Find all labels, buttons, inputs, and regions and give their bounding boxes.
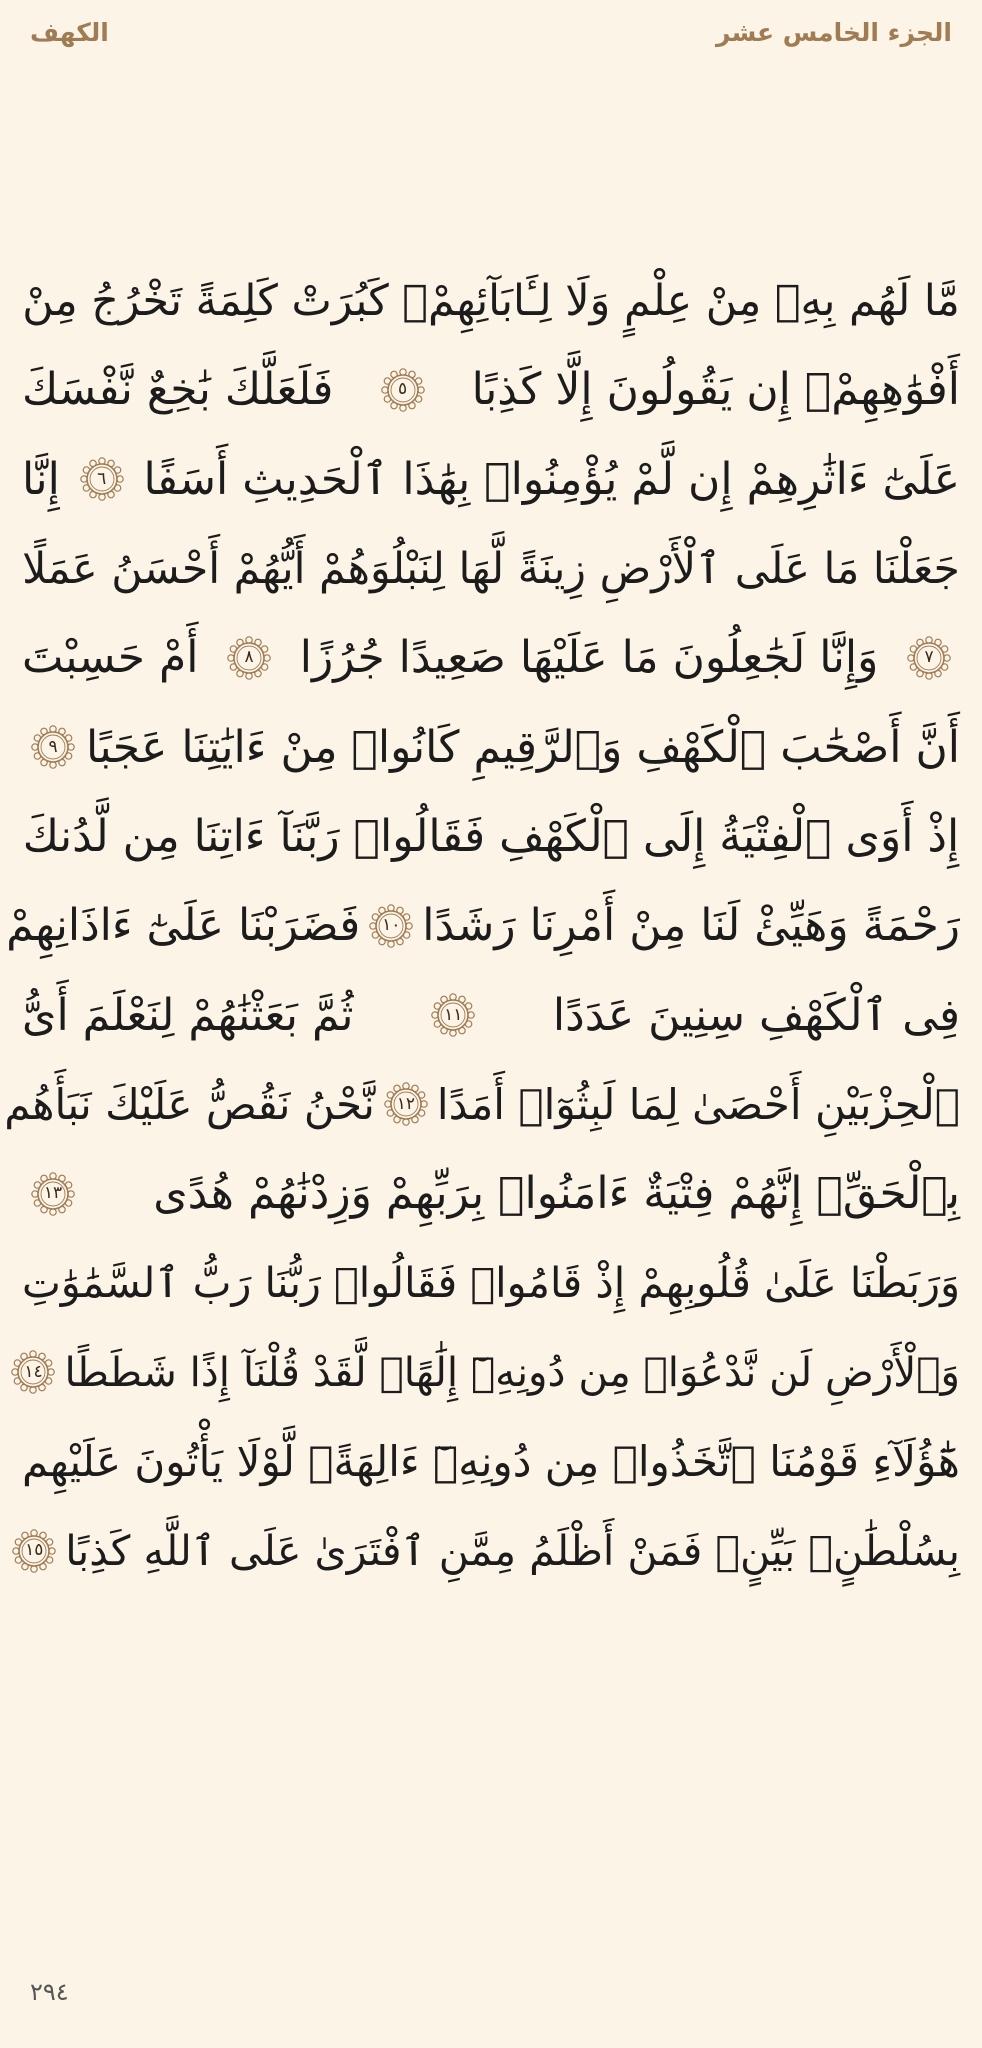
quran-line [6,881,960,970]
ayah-number: ٩ [48,736,58,757]
quran-line [22,970,960,1059]
page-header [30,12,952,52]
ayah-end-marker [430,992,476,1038]
ayah-number: ٥ [397,379,408,400]
verse-text: ثُمَّ بَعَثْنَٰهُمْ لِنَعْلَمَ أَىُّ [22,989,354,1041]
ayah-end-marker [906,635,952,681]
verse-text: وَٱلْأَرْضِ لَن نَّدْعُوَا۟ مِن دُونِهِۦٓ إِلَٰهًاۖ لَّقَدْ قُلْنَآ إِذًا شَطَطًا [64,1348,960,1396]
ayah-number: ٦ [97,468,107,489]
ayah-number: ١٠ [382,915,401,936]
ayah-end-marker [368,903,414,949]
quran-line [22,345,960,434]
quran-line [22,524,960,613]
ayah-end-marker [30,724,76,770]
page-number: ٢٩٤ [30,1978,69,2006]
ayah-end-marker [380,367,426,413]
quran-line [22,1328,960,1417]
verse-text: بِٱلْحَقِّۚ إِنَّهُمْ فِتْيَةٌ ءَامَنُوا۟ بِرَبِّهِمْ وَزِدْنَٰهُمْ هُدًى [153,1168,960,1220]
verse-text: عَلَىٰٓ ءَاثَٰرِهِمْ إِن لَّمْ يُؤْمِنُوا۟ بِهَٰذَا ٱلْحَدِيثِ أَسَفًا [143,453,960,505]
verse-text: وَإِنَّا لَجَٰعِلُونَ مَا عَلَيْهَا صَعِيدًا جُرُزًا [299,632,879,684]
quran-line [22,256,960,345]
ayah-number: ١٤ [24,1361,43,1382]
quran-text-block [4,256,961,1595]
verse-text: وَرَبَطْنَا عَلَىٰ قُلُوبِهِمْ إِذْ قَامُوا۟ فَقَالُوا۟ رَبُّنَا رَبُّ ٱلسَّمَٰوَٰتِ [21,1258,961,1307]
surah-name: الكهف [30,17,109,47]
verse-text: إِذْ أَوَى ٱلْفِتْيَةُ إِلَى ٱلْكَهْفِ فَقَالُوا۟ رَبَّنَآ ءَاتِنَا مِن لَّدُنكَ [22,810,960,862]
verse-text: نَّحْنُ نَقُصُّ عَلَيْكَ نَبَأَهُم [4,1079,375,1129]
quran-line [22,1417,960,1506]
ayah-number: ١١ [444,1004,463,1025]
verse-text: إِنَّا [22,453,60,505]
verse-text: فَلَعَلَّكَ بَٰخِعٌ نَّفْسَكَ [22,364,334,416]
ayah-number: ٧ [924,647,934,668]
verse-text: جَعَلْنَا مَا عَلَى ٱلْأَرْضِ زِينَةً لَّهَا لِنَبْلُوَهُمْ أَيُّهُمْ أَحْسَنُ عَمَلًا [22,543,960,594]
verse-text: فَضَرَبْنَا عَلَىٰٓ ءَاذَانِهِمْ [6,900,361,952]
verse-text: ٱلْحِزْبَيْنِ أَحْصَىٰ لِمَا لَبِثُوٓا۟ أَمَدًا [436,1079,960,1129]
ayah-number: ٨ [244,647,254,668]
verse-text: رَحْمَةً وَهَيِّئْ لَنَا مِنْ أَمْرِنَا رَشَدًا [422,900,960,952]
juz-name: الجزء الخامس عشر [716,17,952,47]
ayah-end-marker [30,1171,76,1217]
verse-text: أَنَّ أَصْحَٰبَ ٱلْكَهْفِ وَٱلرَّقِيمِ كَانُوا۟ مِنْ ءَايَٰتِنَا عَجَبًا [86,721,960,773]
ayah-end-marker [79,456,125,502]
quran-line [22,1238,960,1327]
quran-line [22,702,960,791]
quran-line [4,1060,960,1149]
ayah-end-marker [11,1528,57,1574]
ayah-number: ١٥ [25,1540,44,1561]
verse-text: أَمْ حَسِبْتَ [22,632,199,684]
ayah-number: ١٢ [396,1093,416,1114]
ayah-end-marker [383,1081,429,1127]
verse-text: بِسُلْطَٰنٍۭ بَيِّنٍۖ فَمَنْ أَظْلَمُ مِمَّنِ ٱفْتَرَىٰ عَلَى ٱللَّهِ كَذِبًا [65,1526,960,1575]
quran-line [22,792,960,881]
quran-line [22,613,960,702]
ayah-end-marker [226,635,272,681]
quran-line [22,1149,960,1238]
ayah-number: ١٣ [43,1183,63,1204]
quran-line [22,435,960,524]
ayah-end-marker [10,1349,56,1395]
verse-text: هَٰٓؤُلَآءِ قَوْمُنَا ٱتَّخَذُوا۟ مِن دُونِهِۦٓ ءَالِهَةًۖ لَّوْلَا يَأْتُونَ عَلَيْهِم [22,1437,960,1486]
verse-text: مَّا لَهُم بِهِۦ مِنْ عِلْمٍ وَلَا لِـَٔابَآئِهِمْۚ كَبُرَتْ كَلِمَةً تَخْرُجُ مِنْ [22,275,960,326]
verse-text: أَفْوَٰهِهِمْۚ إِن يَقُولُونَ إِلَّا كَذِبًا [471,364,960,416]
quran-line [22,1506,960,1595]
verse-text: فِى ٱلْكَهْفِ سِنِينَ عَدَدًا [552,989,960,1041]
